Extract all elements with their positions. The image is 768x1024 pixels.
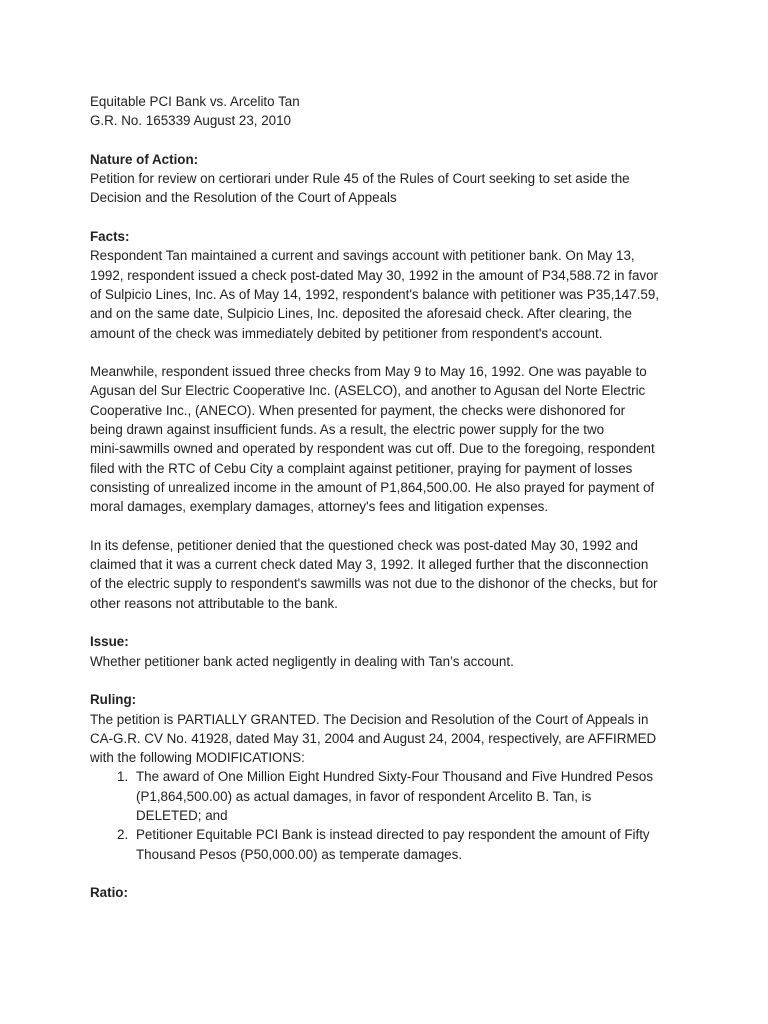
list-item [90,767,680,825]
facts-heading: Facts: [90,229,130,245]
modifications-list [90,767,680,863]
text-line: of Sulpicio Lines, Inc. As of May 14, 1992, respondent's balance with petitioner was P35,147.59, [90,286,660,302]
text-line: moral damages, exemplary damages, attorney's fees and litigation expenses. [90,499,549,515]
text-line: The petition is PARTIALLY GRANTED. The Decision and Resolution of the Court of Appeals in [90,711,649,727]
spacer [90,613,680,632]
facts-paragraph-2 [90,362,680,516]
case-title: Equitable PCI Bank vs. Arcelito Tan [90,94,300,109]
text-line: 1992, respondent issued a check post-dated May 30, 1992 in the amount of P34,588.72 in favor [90,267,658,283]
ratio-heading: Ratio: [90,885,128,901]
facts-paragraph-3 [90,536,680,613]
text-line: The award of One Million Eight Hundred Sixty-Four Thousand and Five Hundred Pesos [136,769,654,785]
case-digest [90,92,680,902]
text-line: DELETED; and [136,807,228,823]
list-item-number: 1. [117,769,129,785]
case-citation: G.R. No. 165339 August 23, 2010 [90,113,292,129]
text-line: Petition for review on certiorari under Rule 45 of the Rules of Court seeking to set aside the [90,171,630,187]
spacer [90,671,680,690]
text-line: and on the same date, Sulpicio Lines, Inc. deposited the aforesaid check. After clearing, the [90,306,632,322]
text-line: amount of the check was immediately debited by petitioner from respondent's account. [90,325,603,341]
text-line: mini-sawmills owned and operated by respondent was cut off. Due to the foregoing, respondent [90,441,655,457]
text-line: Decision and the Resolution of the Court of Appeals [90,190,397,206]
text-line: Petitioner Equitable PCI Bank is instead directed to pay respondent the amount of Fifty [136,827,650,843]
text-line: being drawn against insufficient funds. As a result, the electric power supply for the two [90,422,605,438]
spacer [90,208,680,227]
text-line: Agusan del Sur Electric Cooperative Inc. (ASELCO), and another to Agusan del Norte Electric [90,383,646,399]
nature-of-action-text [90,169,680,208]
list-item [90,825,680,864]
ruling-text [90,710,680,768]
text-line: In its defense, petitioner denied that the questioned check was post-dated May 30, 1992 and [90,537,638,553]
facts-paragraph-1 [90,246,680,342]
text-line: other reasons not attributable to the bank. [90,595,338,611]
text-line: CA-G.R. CV No. 41928, dated May 31, 2004 and August 24, 2004, respectively, are AFFIRMED [90,730,657,746]
text-line: filed with the RTC of Cebu City a complaint against petitioner, praying for payment of losses [90,460,633,476]
text-line: consisting of unrealized income in the amount of P1,864,500.00. He also prayed for payment of [90,479,655,495]
spacer [90,343,680,362]
text-line: (P1,864,500.00) as actual damages, in favor of respondent Arcelito B. Tan, is [136,788,592,804]
text-line: with the following MODIFICATIONS: [90,750,305,766]
issue-text: Whether petitioner bank acted negligently in dealing with Tan’s account. [90,653,514,669]
text-line: of the electric supply to respondent's sawmills was not due to the dishonor of the checks, but for [90,576,658,592]
spacer [90,864,680,883]
list-item-number: 2. [117,827,129,843]
ruling-heading: Ruling: [90,692,137,708]
text-line: Thousand Pesos (P50,000.00) as temperate damages. [136,846,463,862]
issue-heading: Issue: [90,634,129,650]
text-line: Cooperative Inc., (ANECO). When presented for payment, the checks were dishonored for [90,402,626,418]
nature-of-action-heading: Nature of Action: [90,151,199,167]
text-line: Respondent Tan maintained a current and savings account with petitioner bank. On May 13, [90,248,635,264]
spacer [90,517,680,536]
text-line: Meanwhile, respondent issued three checks from May 9 to May 16, 1992. One was payable to [90,364,647,380]
spacer [90,131,680,150]
text-line: claimed that it was a current check dated May 3, 1992. It alleged further that the disconnection [90,557,649,573]
